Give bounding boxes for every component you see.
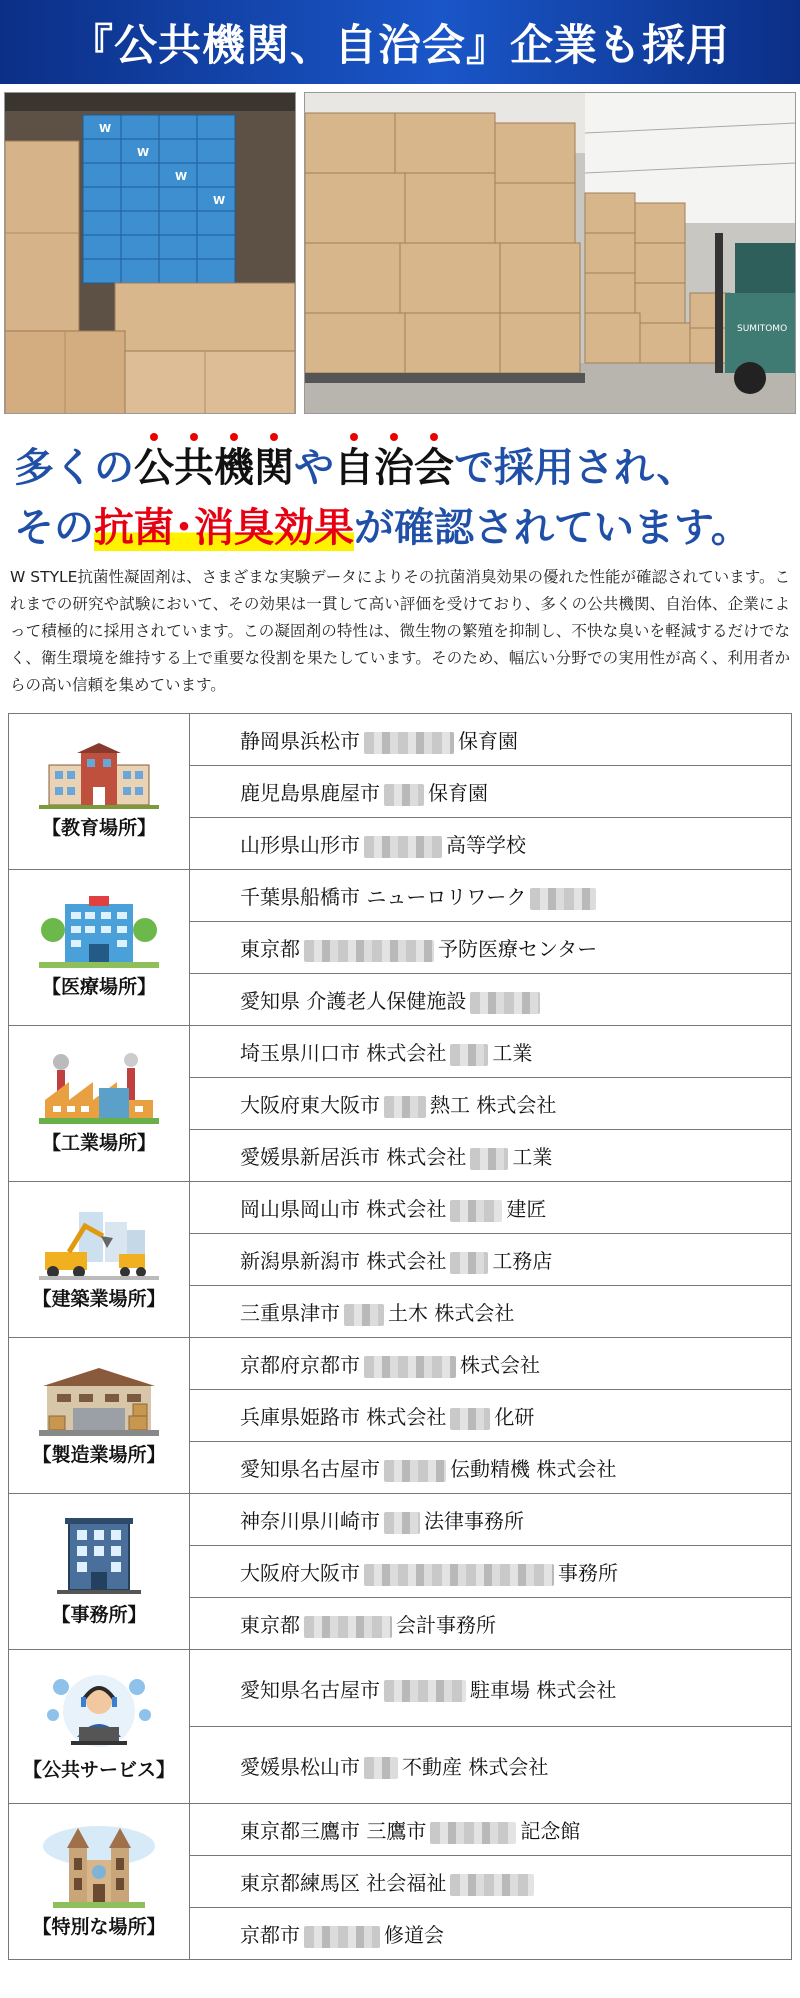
category-label: 【事務所】 bbox=[51, 1604, 147, 1626]
adopter-type: 記念館 bbox=[520, 1819, 581, 1843]
redacted-name bbox=[364, 836, 442, 858]
redacted-name bbox=[304, 1616, 392, 1638]
redacted-name bbox=[470, 992, 540, 1014]
headline-emphasis-effect: 抗菌･消臭効果 bbox=[94, 505, 354, 551]
table-row bbox=[9, 1650, 792, 1727]
adopter-type: 土木 株式会社 bbox=[388, 1301, 515, 1325]
redacted-name bbox=[364, 1564, 554, 1586]
adopter-location: 京都市 bbox=[240, 1923, 300, 1947]
category-label: 【公共サービス】 bbox=[22, 1759, 175, 1781]
factory-icon bbox=[10, 1052, 188, 1124]
adopter-entry bbox=[190, 870, 792, 922]
svg-text:SUMITOMO: SUMITOMO bbox=[737, 324, 788, 334]
adopter-location: 埼玉県川口市 株式会社 bbox=[240, 1041, 447, 1065]
table-row bbox=[9, 870, 792, 922]
adopter-location: 愛知県名古屋市 bbox=[240, 1677, 380, 1702]
adopter-location: 山形県山形市 bbox=[240, 833, 360, 857]
support-operator-icon bbox=[10, 1671, 188, 1751]
redacted-name bbox=[384, 1096, 426, 1118]
photo-stacked-boxes bbox=[4, 92, 296, 414]
adopter-location: 東京都練馬区 社会福祉 bbox=[240, 1871, 447, 1895]
adopter-location: 静岡県浜松市 bbox=[240, 729, 360, 753]
adopter-type: 工業 bbox=[492, 1041, 533, 1065]
adopter-entry bbox=[190, 1546, 792, 1598]
table-row bbox=[9, 1804, 792, 1856]
adopter-entry bbox=[190, 818, 792, 870]
category-label: 【建築業場所】 bbox=[32, 1288, 166, 1310]
headline-text: 多くの bbox=[14, 445, 134, 491]
adopter-location: 愛知県名古屋市 bbox=[240, 1457, 380, 1481]
category-cell bbox=[9, 1182, 190, 1338]
redacted-name bbox=[450, 1408, 490, 1430]
adopter-location: 大阪府大阪市 bbox=[240, 1561, 360, 1585]
adopter-entry bbox=[190, 714, 792, 766]
emphasis-dots bbox=[134, 433, 294, 441]
category-label: 【医療場所】 bbox=[41, 976, 156, 998]
table-row bbox=[9, 714, 792, 766]
redacted-name bbox=[384, 1460, 446, 1482]
adopter-type: 不動産 株式会社 bbox=[402, 1754, 549, 1779]
redacted-name bbox=[470, 1148, 508, 1170]
headline-text: や bbox=[294, 445, 334, 491]
description-paragraph: W STYLE抗菌性凝固剤は、さまざまな実験データによりその抗菌消臭効果の優れた性能が確認されています。これまでの研究や試験において、その効果は一貫して高い評価を受けており、多くの公共機関、自治体、企業によって積極的に採用されています。この凝固剤の特性は、微生物の繁殖を抑制し、不快な臭いを軽減するだけでなく、衛生環境を維持する上で重要な役割を果たしています。そのため、幅広い分野での実用性が高く、利用者からの高い信頼を集めています。 bbox=[10, 568, 790, 694]
adopter-type: 熱工 株式会社 bbox=[430, 1093, 557, 1117]
headline-text: が確認されています。 bbox=[354, 505, 751, 551]
warehouse-icon bbox=[10, 1364, 188, 1436]
category-cell bbox=[9, 1650, 190, 1804]
adopter-type: 建匠 bbox=[506, 1197, 547, 1221]
banner bbox=[0, 0, 800, 84]
adopter-location: 大阪府東大阪市 bbox=[240, 1093, 380, 1117]
redacted-name bbox=[384, 1512, 420, 1534]
adopter-type: 法律事務所 bbox=[424, 1509, 524, 1533]
adopter-location: 千葉県船橋市 ニューロリワーク bbox=[240, 885, 527, 909]
svg-text:W: W bbox=[175, 170, 188, 183]
adopter-entry bbox=[190, 1338, 792, 1390]
adopter-type: 化研 bbox=[494, 1405, 535, 1429]
redacted-name bbox=[450, 1044, 488, 1066]
svg-text:W: W bbox=[137, 146, 150, 159]
redacted-name bbox=[364, 1356, 456, 1378]
headline-line-1 bbox=[14, 438, 786, 498]
adopter-entry bbox=[190, 766, 792, 818]
adopter-type: 事務所 bbox=[558, 1561, 618, 1585]
headline-emphasis-community: 自治会 bbox=[334, 445, 454, 491]
adopter-location: 新潟県新潟市 株式会社 bbox=[240, 1249, 447, 1273]
redacted-name bbox=[304, 940, 434, 962]
adopter-entry bbox=[190, 1494, 792, 1546]
svg-text:W: W bbox=[99, 122, 112, 135]
adopter-location: 東京都 bbox=[240, 1613, 300, 1637]
adopter-entry bbox=[190, 1130, 792, 1182]
adopter-location: 三重県津市 bbox=[240, 1301, 340, 1325]
table-row bbox=[9, 1338, 792, 1390]
adopter-location: 鹿児島県鹿屋市 bbox=[240, 781, 380, 805]
headline-text: その bbox=[14, 505, 94, 551]
office-building-icon bbox=[10, 1516, 188, 1596]
adopter-entry bbox=[190, 1908, 792, 1960]
redacted-name bbox=[450, 1200, 502, 1222]
adopter-entry bbox=[190, 922, 792, 974]
construction-icon bbox=[10, 1208, 188, 1280]
adopter-entry bbox=[190, 1650, 792, 1727]
adopter-type: 工務店 bbox=[492, 1249, 553, 1273]
adopter-type: 株式会社 bbox=[460, 1353, 540, 1377]
adoption-table bbox=[8, 713, 792, 1960]
adopter-type: 会計事務所 bbox=[396, 1613, 496, 1637]
adopter-entry bbox=[190, 1390, 792, 1442]
adopter-type: 修道会 bbox=[384, 1923, 444, 1947]
adopter-location: 東京都 bbox=[240, 937, 300, 961]
adopter-location: 兵庫県姫路市 株式会社 bbox=[240, 1405, 447, 1429]
adopter-location: 神奈川県川崎市 bbox=[240, 1509, 380, 1533]
table-row bbox=[9, 1494, 792, 1546]
adopter-entry bbox=[190, 1598, 792, 1650]
adopter-location: 京都府京都市 bbox=[240, 1353, 360, 1377]
category-label: 【工業場所】 bbox=[41, 1132, 156, 1154]
adopter-entry bbox=[190, 1182, 792, 1234]
banner-title: 『公共機関、自治会』企業も採用 bbox=[70, 20, 730, 71]
category-label: 【教育場所】 bbox=[41, 817, 156, 839]
adopter-entry bbox=[190, 1026, 792, 1078]
adopter-location: 愛媛県松山市 bbox=[240, 1754, 360, 1779]
adopter-entry bbox=[190, 974, 792, 1026]
adopter-type: 工業 bbox=[512, 1145, 553, 1169]
adopter-type: 予防医療センター bbox=[438, 937, 598, 961]
adopter-location: 岡山県岡山市 株式会社 bbox=[240, 1197, 447, 1221]
redacted-name bbox=[344, 1304, 384, 1326]
adopter-entry bbox=[190, 1727, 792, 1804]
redacted-name bbox=[384, 1680, 466, 1702]
headline-text: で採用され、 bbox=[454, 445, 697, 491]
headline bbox=[0, 420, 800, 558]
redacted-name bbox=[530, 888, 596, 910]
table-row bbox=[9, 1026, 792, 1078]
category-label: 【特別な場所】 bbox=[32, 1916, 166, 1938]
category-cell bbox=[9, 714, 190, 870]
adopter-location: 東京都三鷹市 三鷹市 bbox=[240, 1819, 427, 1843]
category-cell bbox=[9, 1494, 190, 1650]
category-cell bbox=[9, 1026, 190, 1182]
adopter-type: 保育園 bbox=[458, 729, 518, 753]
category-label: 【製造業場所】 bbox=[32, 1444, 166, 1466]
adopter-entry bbox=[190, 1286, 792, 1338]
redacted-name bbox=[430, 1822, 516, 1844]
hospital-icon bbox=[10, 896, 188, 968]
headline-emphasis-public: 公共機関 bbox=[134, 445, 294, 491]
table-row bbox=[9, 1182, 792, 1234]
photo-row bbox=[0, 84, 800, 420]
category-cell bbox=[9, 870, 190, 1026]
redacted-name bbox=[384, 784, 424, 806]
redacted-name bbox=[364, 732, 454, 754]
adopter-type: 高等学校 bbox=[446, 833, 526, 857]
adopter-entry bbox=[190, 1856, 792, 1908]
redacted-name bbox=[364, 1757, 398, 1779]
adopter-location: 愛媛県新居浜市 株式会社 bbox=[240, 1145, 467, 1169]
school-icon bbox=[10, 743, 188, 809]
adopter-type: 保育園 bbox=[428, 781, 488, 805]
adopter-entry bbox=[190, 1804, 792, 1856]
photo-warehouse bbox=[304, 92, 796, 414]
redacted-name bbox=[304, 1926, 380, 1948]
church-icon bbox=[10, 1824, 188, 1908]
category-cell bbox=[9, 1338, 190, 1494]
category-cell bbox=[9, 1804, 190, 1960]
redacted-name bbox=[450, 1874, 534, 1896]
headline-line-2 bbox=[14, 498, 786, 558]
adopter-entry bbox=[190, 1078, 792, 1130]
svg-text:W: W bbox=[213, 194, 226, 207]
adopter-type: 伝動精機 株式会社 bbox=[450, 1457, 617, 1481]
emphasis-dots bbox=[334, 433, 454, 441]
adopter-location: 愛知県 介護老人保健施設 bbox=[240, 989, 467, 1013]
adopter-type: 駐車場 株式会社 bbox=[470, 1677, 617, 1702]
redacted-name bbox=[450, 1252, 488, 1274]
adopter-entry bbox=[190, 1234, 792, 1286]
adopter-entry bbox=[190, 1442, 792, 1494]
